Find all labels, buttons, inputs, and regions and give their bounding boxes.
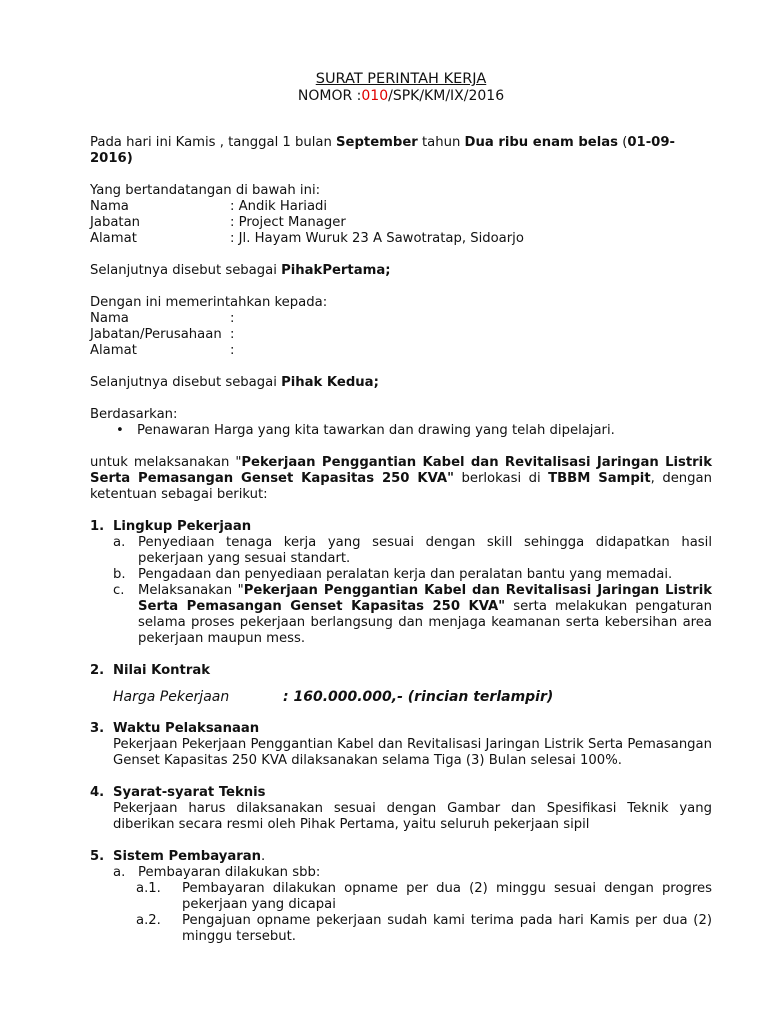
- second-party-position-row: Jabatan/Perusahaan :: [90, 327, 235, 342]
- first-party-position-row: Jabatan : Project Manager: [90, 215, 346, 230]
- contract-value-row: Harga Pekerjaan : 160.000.000,- (rincian terlampir): [113, 689, 554, 705]
- section-5-item-a1: a.1. Pembayaran dilakukan opname per dua (2) minggu sesuai dengan progres pekerjaan yang dicapai: [136, 881, 712, 912]
- section-4-heading: 4. Syarat-syarat Teknis: [90, 785, 266, 800]
- first-party-address-row: Alamat : Jl. Hayam Wuruk 23 A Sawotratap, Sidoarjo: [90, 231, 524, 246]
- first-party-lead: Yang bertandatangan di bawah ini:: [90, 183, 321, 198]
- second-party-reference: Selanjutnya disebut sebagai Pihak Kedua;: [90, 375, 379, 390]
- section-1-item-b: b. Pengadaan dan penyediaan peralatan kerja dan peralatan bantu yang memadai.: [113, 567, 673, 582]
- intro-paragraph: Pada hari ini Kamis , tanggal 1 bulan September tahun Dua ribu enam belas (01-09-2016): [90, 135, 676, 166]
- first-party-reference: Selanjutnya disebut sebagai PihakPertama;: [90, 263, 391, 278]
- document-page: [90, 70, 712, 945]
- basis-bullet-item: • Penawaran Harga yang kita tawarkan dan drawing yang telah dipelajari.: [116, 423, 615, 438]
- section-2-heading: 2. Nilai Kontrak: [90, 663, 211, 678]
- document-number: NOMOR :010/SPK/KM/IX/2016: [297, 88, 505, 104]
- number-highlight: 010: [361, 88, 389, 104]
- section-3-text: Pekerjaan Pekerjaan Penggantian Kabel dan Revitalisasi Jaringan Listrik Serta Pemasangan Genset Kapasitas 250 KVA dilaksanakan selama Tiga (3) Bulan selesai 100%.: [113, 737, 712, 768]
- section-5-item-a: a. Pembayaran dilakukan sbb:: [113, 865, 321, 880]
- section-1-item-a: a. Penyediaan tenaga kerja yang sesuai dengan skill sehingga didapatkan hasil pekerjaan yang sesuai standart.: [113, 535, 712, 566]
- section-1-item-c: c. Melaksanakan "Pekerjaan Penggantian Kabel dan Revitalisasi Jaringan Listrik Serta Pemasangan Genset Kapasitas 250 KVA" serta melakukan pengaturan selama proses pekerjaan berlangsung dan menjaga keamanan serta kebersihan area pekerjaan maupun mess.: [113, 583, 712, 646]
- purpose-paragraph: untuk melaksanakan "Pekerjaan Penggantian Kabel dan Revitalisasi Jaringan Listrik Serta Pemasangan Genset Kapasitas 250 KVA" berlokasi di TBBM Sampit, dengan ketentuan sebagai berikut:: [90, 455, 712, 502]
- section-3-heading: 3. Waktu Pelaksanaan: [90, 721, 260, 736]
- basis-lead: Berdasarkan:: [90, 407, 178, 422]
- second-party-lead: Dengan ini memerintahkan kepada:: [90, 295, 328, 310]
- first-party-name-row: Nama : Andik Hariadi: [90, 199, 328, 214]
- document-title: SURAT PERINTAH KERJA: [315, 71, 487, 87]
- section-5-heading: 5. Sistem Pembayaran.: [90, 849, 266, 864]
- second-party-address-row: Alamat :: [90, 343, 235, 358]
- second-party-name-row: Nama :: [90, 311, 235, 326]
- bullet-icon: •: [116, 423, 124, 438]
- section-4-text: Pekerjaan harus dilaksanakan sesuai dengan Gambar dan Spesifikasi Teknik yang diberikan secara resmi oleh Pihak Pertama, yaitu seluruh pekerjaan sipil: [113, 801, 712, 832]
- section-5-item-a2: a.2. Pengajuan opname pekerjaan sudah kami terima pada hari Kamis per dua (2) minggu tersebut.: [136, 913, 712, 944]
- section-1-heading: 1. Lingkup Pekerjaan: [90, 519, 252, 534]
